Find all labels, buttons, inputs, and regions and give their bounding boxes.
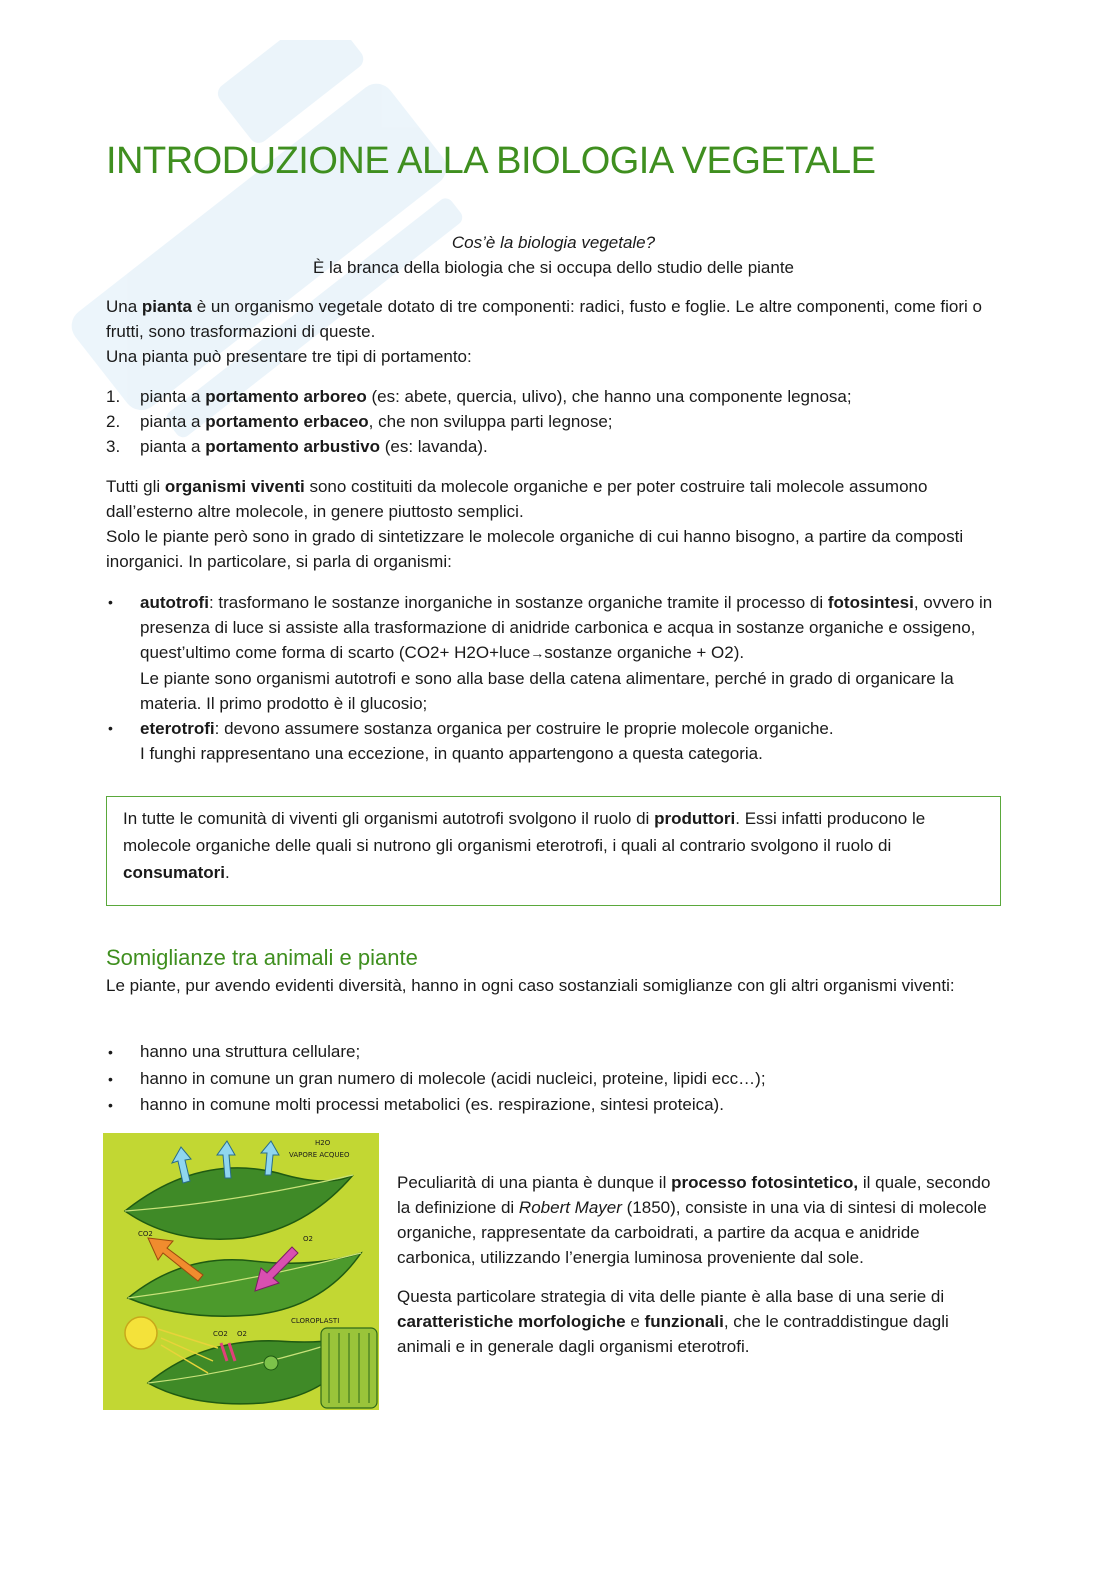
trophic-list (106, 590, 1001, 766)
strategy-paragraph: Questa particolare strategia di vita delle piante è alla base di una serie di caratteristiche morfologiche e funzionali, che le contraddistingue dagli animali e in generale dagli organismi eterotrofi. (397, 1287, 949, 1356)
document-title: INTRODUZIONE ALLA BIOLOGIA VEGETALE (106, 140, 876, 182)
label-o2-small: O2 (237, 1330, 247, 1338)
similarities-list (106, 1039, 1001, 1119)
label-co2-small: CO2 (213, 1330, 228, 1338)
portamento-list (106, 384, 1001, 459)
label-h2o: H2O (315, 1139, 331, 1147)
list-item: 2. pianta a portamento erbaceo, che non sviluppa parti legnose; (106, 412, 613, 431)
list-item: 1. pianta a portamento arboreo (es: abete, quercia, ulivo), che hanno una componente legnosa; (106, 387, 852, 406)
label-co2: CO2 (138, 1230, 153, 1238)
intro-text: Una pianta è un organismo vegetale dotato di tre componenti: radici, fusto e foglie. Le altre componenti, come fiori o frutti, sono trasformazioni di queste. (106, 297, 982, 341)
photosynthesis-text (397, 1170, 1001, 1359)
photosynthesis-paragraph: Peculiarità di una pianta è dunque il processo fotosintetico, il quale, secondo la definizione di Robert Mayer (1850), consiste in una via di sintesi di molecole organiche, rappresentate da carboidrati, a partire da acqua e anidride carbonica, utilizzando l’energia luminosa proveniente dal sole. (397, 1173, 991, 1267)
intro-paragraph (106, 294, 1001, 369)
leaf-top (125, 1168, 353, 1239)
organismi-paragraph (106, 474, 1001, 574)
section-intro: Le piante, pur avendo evidenti diversità, hanno in ogni caso sostanziali somiglianze con gli altri organismi viventi: (106, 976, 955, 995)
list-item: • hanno una struttura cellulare; (108, 1042, 361, 1061)
portamento-intro: Una pianta può presentare tre tipi di portamento: (106, 347, 472, 366)
organismi-text-2: Solo le piante però sono in grado di sintetizzare le molecole organiche di cui hanno bisogno, a partire da composti inorganici. In particolare, si parla di organismi: (106, 527, 964, 571)
cells-detail (321, 1328, 377, 1408)
definition-question: Cos’è la biologia vegetale? (451, 233, 656, 252)
section-heading: Somiglianze tra animali e piante (106, 945, 418, 970)
list-item: • hanno in comune molti processi metabolici (es. respirazione, sintesi proteica). (108, 1095, 724, 1114)
leaf-diagram (103, 1133, 379, 1410)
organismi-text: Tutti gli organismi viventi sono costituiti da molecole organiche e per poter costruire tali molecole assumono dall’esterno altre molecole, in genere piuttosto semplici. (106, 477, 928, 521)
arrow-right-icon: → (530, 645, 545, 661)
definition-block (106, 230, 1001, 280)
list-item: • hanno in comune un gran numero di molecole (acidi nucleici, proteine, lipidi ecc…); (108, 1068, 766, 1088)
list-item-autotrofi: • autotrofi: trasformano le sostanze inorganiche in sostanze organiche tramite il processo di fotosintesi, ovvero in presenza di luce si assiste alla trasformazione di anidride carbonica e acqua in sostanze organiche e ossigeno, quest’ultimo come forma di scarto (CO2+ H2O+luce→sostanze organiche + O2). Le piante sono organismi autotrofi e sono alla base della catena alimentare, perché in grado di organicare la materia. Il primo prodotto è il glucosio; (108, 593, 993, 713)
list-item-eterotrofi: • eterotrofi: devono assumere sostanza organica per costruire le proprie molecole organiche. I funghi rappresentano una eccezione, in quanto appartengono a questa categoria. (108, 719, 834, 763)
list-item: 3. pianta a portamento arbustivo (es: lavanda). (106, 437, 488, 456)
highlight-box (106, 796, 1001, 906)
label-vapore: VAPORE ACQUEO (289, 1151, 350, 1159)
label-o2: O2 (303, 1235, 313, 1243)
definition-answer: È la branca della biologia che si occupa dello studio delle piante (312, 258, 795, 277)
highlight-text: In tutte le comunità di viventi gli organismi autotrofi svolgono il ruolo di produttori. Essi infatti producono le molecole organiche delle quali si nutrono gli organismi eterotrofi, i quali al contrario svolgono il ruolo di consumatori. (123, 809, 926, 882)
photosynthesis-illustration (103, 1133, 379, 1410)
label-cloroplasti: CLOROPLASTI (291, 1317, 340, 1325)
leaf-middle (128, 1253, 361, 1316)
